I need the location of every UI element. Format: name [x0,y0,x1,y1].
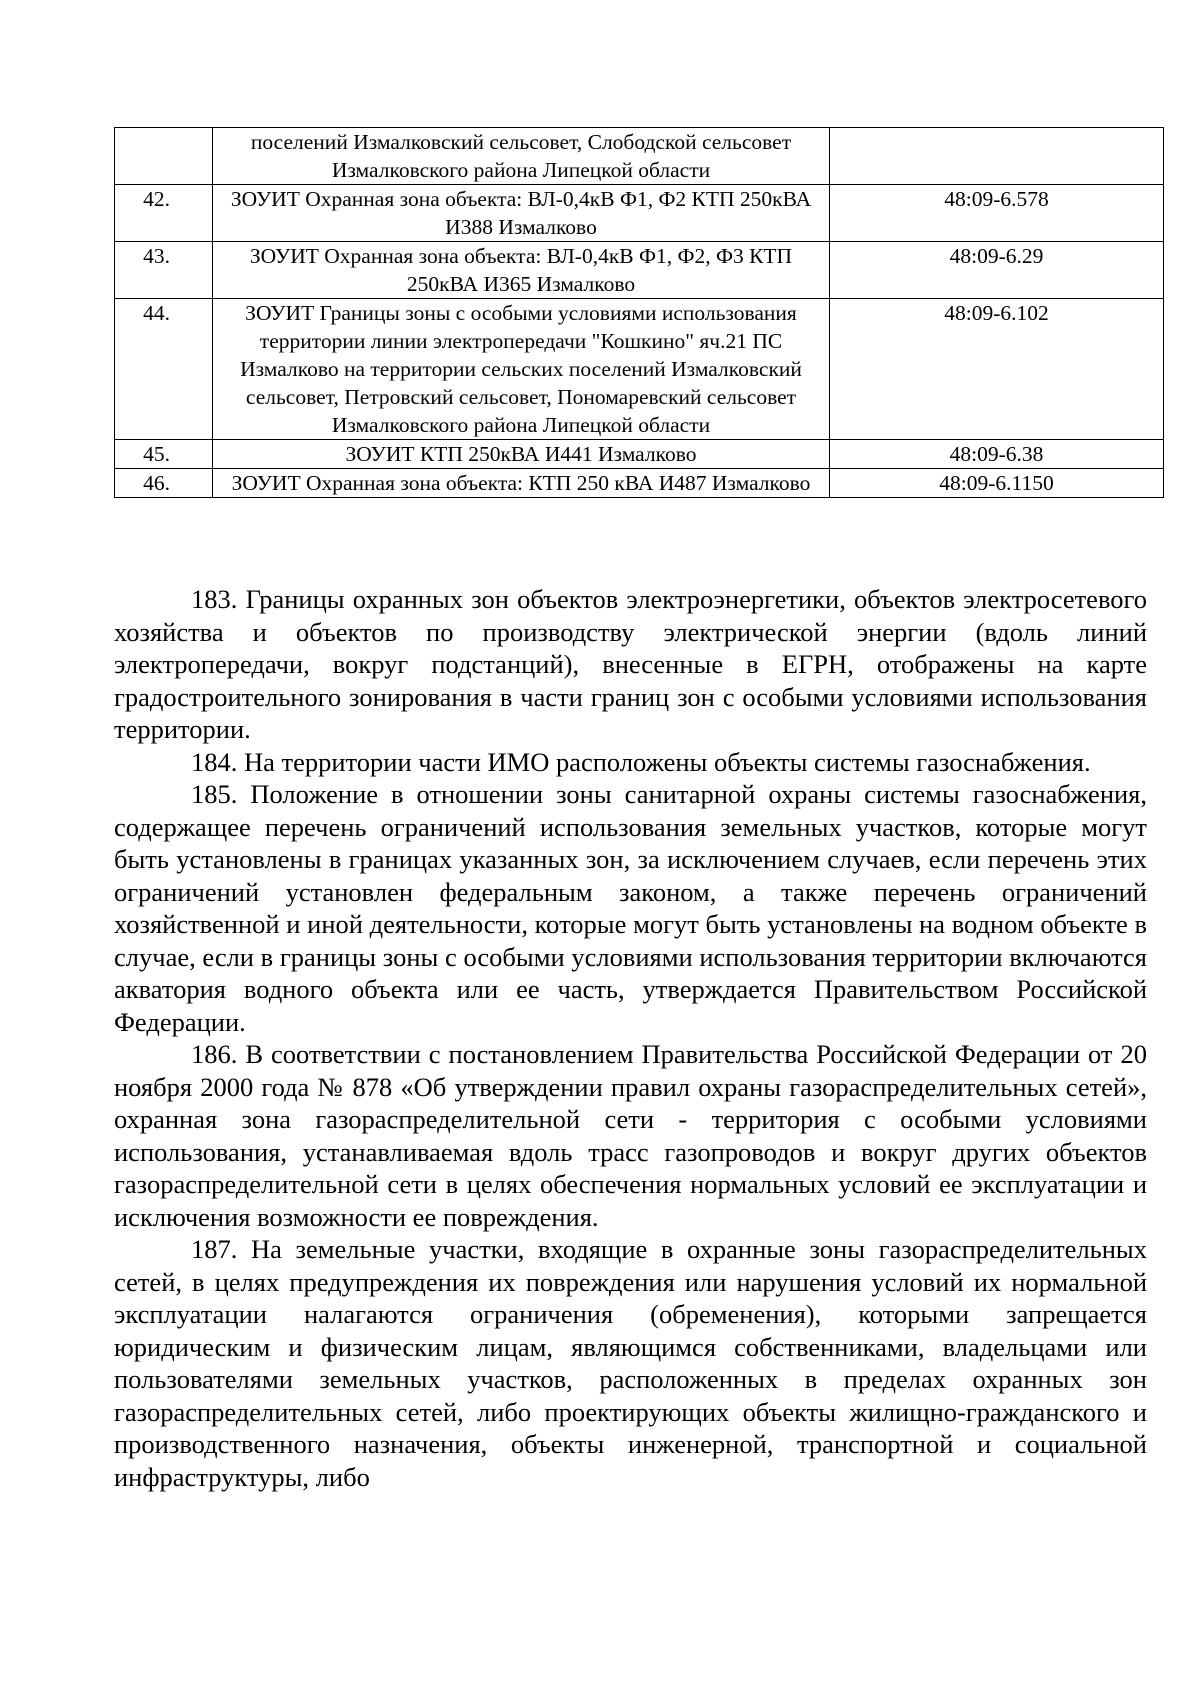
row-number: 42. [115,185,213,242]
table-row [115,440,1164,469]
table-row [115,128,1164,185]
table-row [115,299,1164,440]
registry-code: 48:09-6.29 [830,242,1164,299]
zone-name: поселений Измалковский сельсовет, Слободской сельсовет Измалковского района Липецкой области [213,128,830,185]
paragraph-187: 187. На земельные участки, входящие в охранные зоны газораспределительных сетей, в целях предупреждения их повреждения или нарушения условий их нормальной эксплуатации налагаются ограничения (обременения), которыми запрещается юридическим и физическим лицам, являющимся собственниками, владельцами или пользователями земельных участков, расположенных в пределах охранных зон газораспределительных сетей, либо проектирующих объекты жилищно-гражданского и производственного назначения, объекты инженерной, транспортной и социальной инфраструктуры, либо [114,1234,1147,1492]
row-number: 43. [115,242,213,299]
row-number: 44. [115,299,213,440]
registry-code: 48:09-6.38 [830,440,1164,469]
table-row [115,469,1164,498]
row-number: 45. [115,440,213,469]
paragraph-185: 185. Положение в отношении зоны санитарной охраны системы газоснабжения, содержащее перечень ограничений использования земельных участков, которые могут быть установлены в границах указанных зон, за исключением случаев, если перечень этих ограничений установлен федеральным законом, а также перечень ограничений хозяйственной и иной деятельности, которые могут быть установлены на водном объекте в случае, если в границы зоны с особыми условиями использования территории включаются акватория водного объекта или ее часть, утверждается Правительством Российской Федерации. [114,779,1147,1037]
document-body [114,583,1147,1493]
table-row [115,242,1164,299]
zone-name: ЗОУИТ Охранная зона объекта: ВЛ-0,4кВ Ф1, Ф2, Ф3 КТП 250кВА И365 Измалково [213,242,830,299]
registry-code [830,128,1164,185]
paragraph-183: 183. Границы охранных зон объектов электроэнергетики, объектов электросетевого хозяйства и объектов по производству электрической энергии (вдоль линий электропередачи, вокруг подстанций), внесенные в ЕГРН, отображены на карте градостроительного зонирования в части границ зон с особыми условиями использования территории. [114,584,1147,744]
zones-table [114,127,1164,498]
registry-code: 48:09-6.1150 [830,469,1164,498]
zone-name: ЗОУИТ Охранная зона объекта: ВЛ-0,4кВ Ф1, Ф2 КТП 250кВА И388 Измалково [213,185,830,242]
table-row [115,185,1164,242]
zone-name: ЗОУИТ КТП 250кВА И441 Измалково [213,440,830,469]
registry-code: 48:09-6.578 [830,185,1164,242]
paragraph-184: 184. На территории части ИМО расположены объекты системы газоснабжения. [191,746,1091,777]
row-number: 46. [115,469,213,498]
paragraph-186: 186. В соответствии с постановлением Правительства Российской Федерации от 20 ноября 2000 года № 878 «Об утверждении правил охраны газораспределительных сетей», охранная зона газораспределительной сети - территория с особыми условиями использования, устанавливаемая вдоль трасс газопроводов и вокруг других объектов газораспределительной сети в целях обеспечения нормальных условий ее эксплуатации и исключения возможности ее повреждения. [114,1039,1147,1232]
zone-name: ЗОУИТ Границы зоны с особыми условиями использования территории линии электропередачи "Кошкино" яч.21 ПС Измалково на территории сельских поселений Измалковский сельсовет, Петровский сельсовет, Пономаревский сельсовет Измалковского района Липецкой области [213,299,830,440]
row-number [115,128,213,185]
zone-name: ЗОУИТ Охранная зона объекта: КТП 250 кВА И487 Измалково [213,469,830,498]
registry-code: 48:09-6.102 [830,299,1164,440]
